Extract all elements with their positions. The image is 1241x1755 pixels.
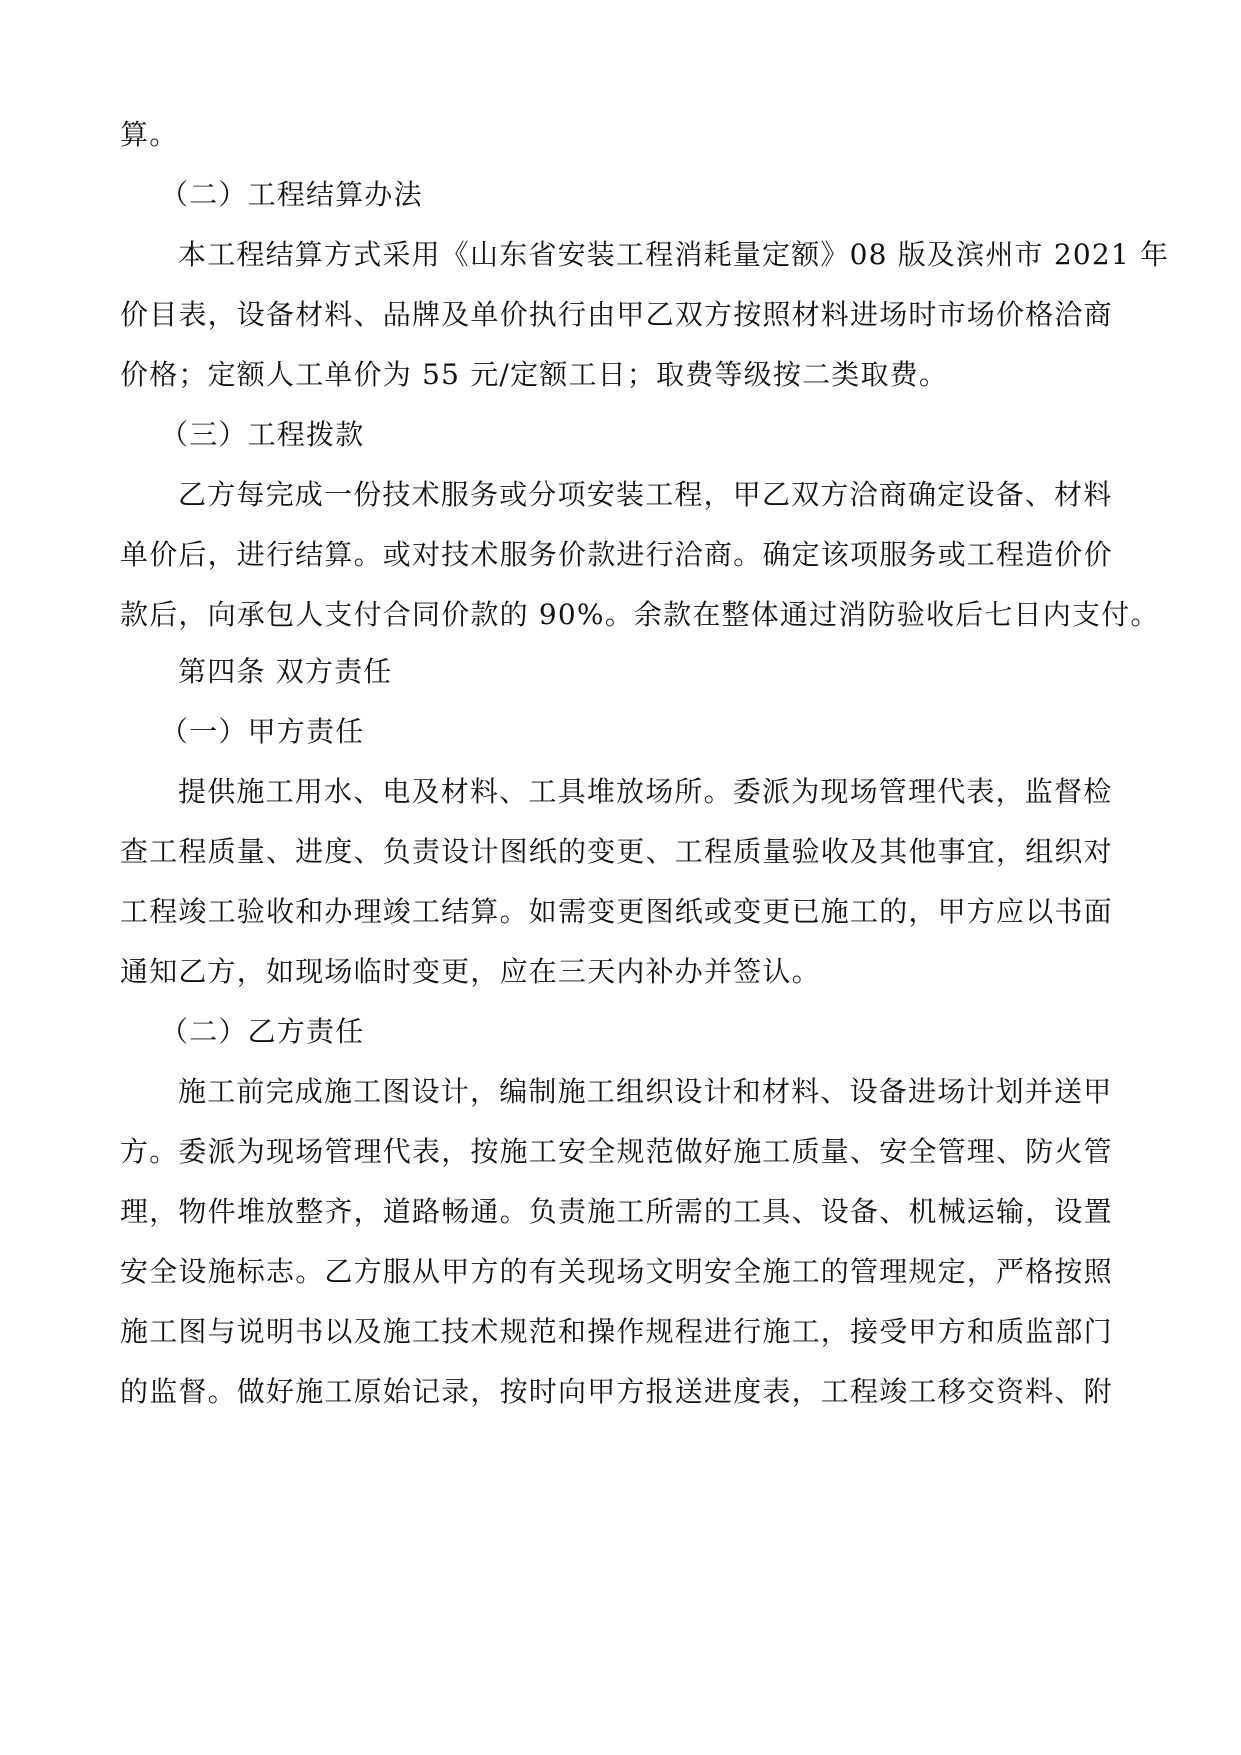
text-line-8: 单价后，进行结算。或对技术服务价款进行洽商。确定该项服务或工程造价价 bbox=[120, 538, 1113, 571]
text-line-17: 施工前完成施工图设计，编制施工组织设计和材料、设备进场计划并送甲 bbox=[178, 1075, 1113, 1108]
text-line-21: 施工图与说明书以及施工技术规范和操作规程进行施工，接受甲方和质监部门 bbox=[120, 1315, 1113, 1348]
text-line-4: 价目表，设备材料、品牌及单价执行由甲乙双方按照材料进场时市场价格洽商 bbox=[120, 298, 1113, 331]
section-heading-party-a: （一）甲方责任 bbox=[160, 715, 365, 748]
text-line-3: 本工程结算方式采用《山东省安装工程消耗量定额》08 版及滨州市 2021 年 bbox=[178, 238, 1170, 271]
section-heading-payment: （三）工程拨款 bbox=[160, 418, 365, 451]
text-line-1: 算。 bbox=[120, 118, 179, 151]
text-line-7: 乙方每完成一份技术服务或分项安装工程，甲乙双方洽商确定设备、材料 bbox=[178, 478, 1113, 511]
text-line-9: 款后，向承包人支付合同价款的 90%。余款在整体通过消防验收后七日内支付。 bbox=[120, 598, 1160, 631]
text-line-22: 的监督。做好施工原始记录，按时向甲方报送进度表，工程竣工移交资料、附 bbox=[120, 1375, 1113, 1408]
article-heading-responsibilities: 第四条 双方责任 bbox=[178, 655, 393, 688]
text-line-18: 方。委派为现场管理代表，按施工安全规范做好施工质量、安全管理、防火管 bbox=[120, 1135, 1113, 1168]
text-line-5: 价格；定额人工单价为 55 元/定额工日；取费等级按二类取费。 bbox=[120, 358, 949, 391]
text-line-14: 工程竣工验收和办理竣工结算。如需变更图纸或变更已施工的，甲方应以书面 bbox=[120, 895, 1113, 928]
section-heading-settlement-method: （二）工程结算办法 bbox=[160, 178, 423, 211]
text-line-20: 安全设施标志。乙方服从甲方的有关现场文明安全施工的管理规定，严格按照 bbox=[120, 1255, 1113, 1288]
section-heading-party-b: （二）乙方责任 bbox=[160, 1015, 365, 1048]
text-line-19: 理，物件堆放整齐，道路畅通。负责施工所需的工具、设备、机械运输，设置 bbox=[120, 1195, 1113, 1228]
text-line-13: 查工程质量、进度、负责设计图纸的变更、工程质量验收及其他事宜，组织对 bbox=[120, 835, 1113, 868]
text-line-15: 通知乙方，如现场临时变更，应在三天内补办并签认。 bbox=[120, 955, 821, 988]
text-line-12: 提供施工用水、电及材料、工具堆放场所。委派为现场管理代表，监督检 bbox=[178, 775, 1113, 808]
